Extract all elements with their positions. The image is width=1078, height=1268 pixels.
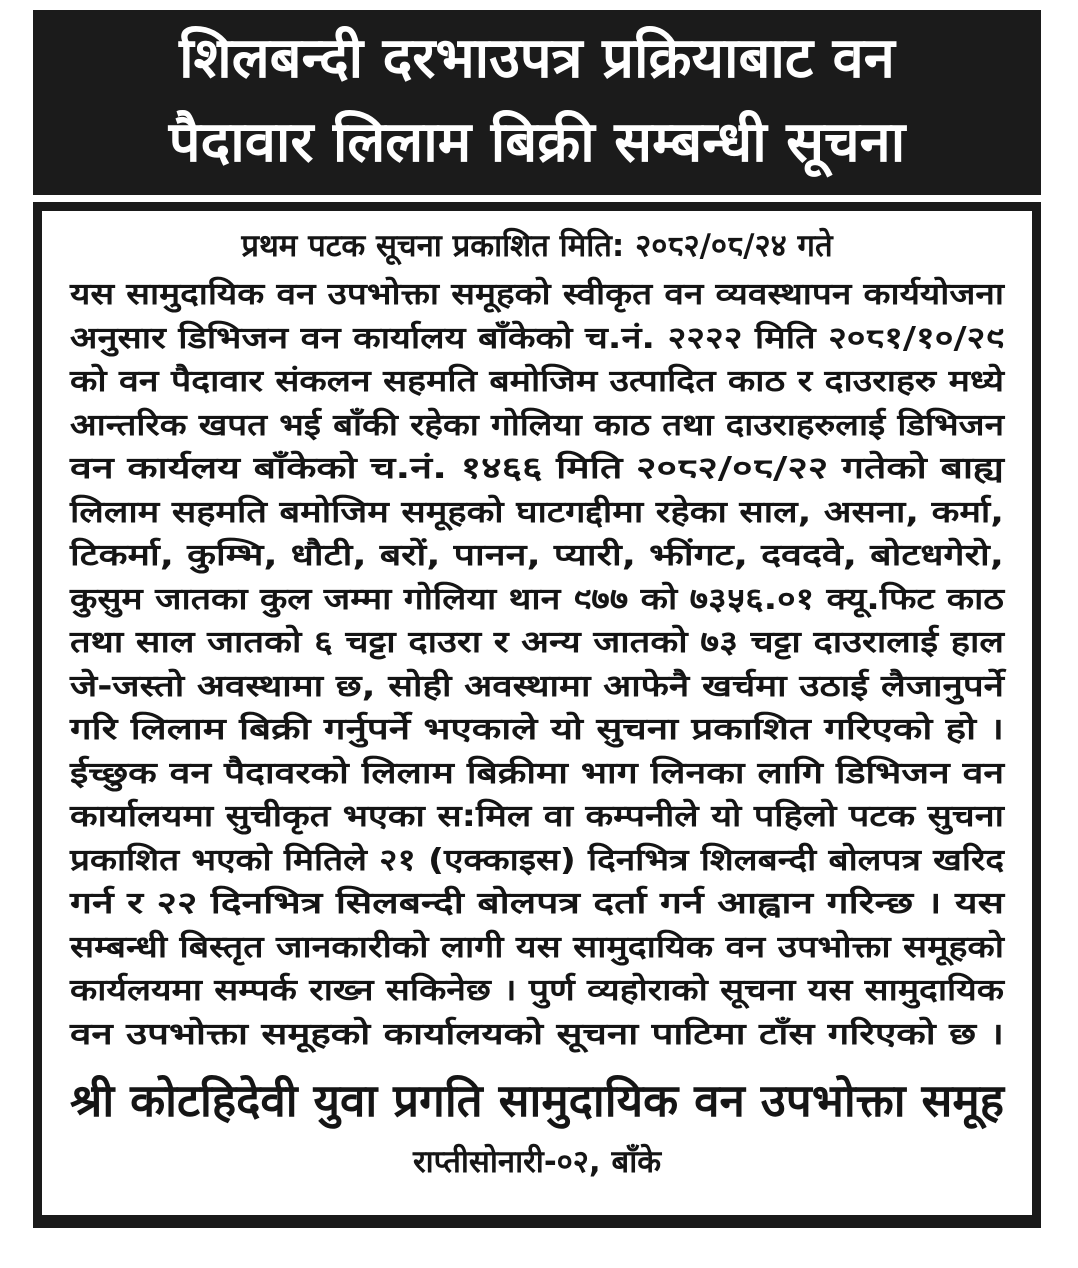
org-address-line [70, 1140, 1004, 1184]
body-line-8 [70, 578, 1004, 622]
notice-title-line-2 [33, 101, 1041, 185]
body-line-text: यस सामुदायिक वन उपभोक्ता समूहको स्वीकृत वन व्यवस्थापन कार्ययोजना [70, 277, 1004, 312]
body-line-text: कार्यालयमा सुचीकृत भएका स:मिल वा कम्पनीले यो पहिलो पटक सुचना [70, 799, 1004, 834]
body-line-text: जे-जस्तो अवस्थामा छ, सोही अवस्थामा आफेनै खर्चमा उठाई लैजानुपर्ने [70, 668, 1004, 704]
body-line-9 [70, 621, 1004, 665]
body-line-18 [70, 1013, 1004, 1057]
body-line-text: प्रकाशित भएको मितिले २१ (एक्काइस) दिनभित्र शिलबन्दी बोलपत्र खरिद [70, 842, 1004, 878]
body-line-1 [70, 273, 1004, 317]
org-name-line [70, 1072, 1004, 1130]
body-line-16 [70, 926, 1004, 970]
body-line-text: वन उपभोक्ता समूहको कार्यालयको सूचना पाटिमा टाँस गरिएको छ । [70, 1016, 1004, 1052]
body-line-text: वन कार्यलय बाँकेको च.नं. १४६६ मिति २०८२/०८/२२ गतेको बाह्य [70, 451, 1004, 486]
body-line-14 [70, 839, 1004, 883]
org-name-text: श्री कोटहिदेवी युवा प्रगति सामुदायिक वन उपभोक्ता समूह [70, 1074, 1004, 1127]
notice-title-banner [33, 10, 1041, 195]
body-line-17 [70, 969, 1004, 1013]
body-line-11 [70, 708, 1004, 752]
notice-title-text-1: शिलबन्दी दरभाउपत्र प्रक्रियाबाट वन [179, 26, 895, 91]
body-line-10 [70, 665, 1004, 709]
notice-body-box [33, 202, 1041, 1228]
body-line-text: कुसुम जातका कुल जम्मा गोलिया थान ९७७ को ७३५६.०१ क्यू.फिट काठ [70, 581, 1004, 617]
body-line-text: को वन पैदावार संकलन सहमति बमोजिम उत्पादित काठ र दाउराहरु मध्ये [70, 364, 1004, 399]
published-date-text: प्रथम पटक सूचना प्रकाशित मिति: २०८२/०८/२४ गते [241, 228, 833, 264]
body-line-text: लिलाम सहमति बमोजिम समूहको घाटगद्दीमा रहेका साल, असना, कर्मा, [70, 494, 1004, 530]
body-line-13 [70, 795, 1004, 839]
body-line-3 [70, 360, 1004, 404]
body-line-4 [70, 404, 1004, 448]
body-line-text: ईच्छुक वन पैदावरको लिलाम बिक्रीमा भाग लिनका लागि डिभिजन वन [70, 755, 1004, 791]
body-line-text: तथा साल जातको ६ चट्टा दाउरा र अन्य जातको ७३ चट्टा दाउरालाई हाल [70, 625, 1004, 660]
body-line-text: गर्न र २२ दिनभित्र सिलबन्दी बोलपत्र दर्ता गर्न आह्वान गरिन्छ । यस [70, 886, 1004, 921]
body-line-12 [70, 752, 1004, 796]
body-line-7 [70, 534, 1004, 578]
body-line-text: कार्यलयमा सम्पर्क राख्न सकिनेछ । पुर्ण व्यहोराको सूचना यस सामुदायिक [70, 973, 1004, 1008]
body-line-text: आन्तरिक खपत भई बाँकी रहेका गोलिया काठ तथा दाउराहरुलाई डिभिजन [70, 407, 1005, 443]
body-line-text: गरि लिलाम बिक्री गर्नुपर्ने भएकाले यो सुचना प्रकाशित गरिएको हो । [70, 712, 1004, 747]
notice-title-text-2: पैदावार लिलाम बिक्री सम्बन्धी सूचना [168, 110, 906, 175]
notice-title-line-1 [33, 17, 1041, 101]
body-line-15 [70, 882, 1004, 926]
org-address-text: राप्तीसोनारी-०२, बाँके [412, 1144, 662, 1180]
published-date-line [70, 223, 1004, 269]
body-line-text: सम्बन्धी बिस्तृत जानकारीको लागी यस सामुदायिक वन उपभोक्ता समूहको [70, 929, 1004, 965]
body-line-5 [70, 447, 1004, 491]
body-line-6 [70, 491, 1004, 535]
notice-paragraph [70, 273, 1004, 1056]
body-line-text: अनुसार डिभिजन वन कार्यालय बाँकेको च.नं. २२२२ मिति २०८१/१०/२९ [70, 320, 1004, 356]
body-line-text: टिकर्मा, कुम्भि, धौटी, बरों, पानन, प्यारी, झींगट, दवदवे, बोटधगेरो, [70, 538, 1004, 573]
body-line-2 [70, 317, 1004, 361]
